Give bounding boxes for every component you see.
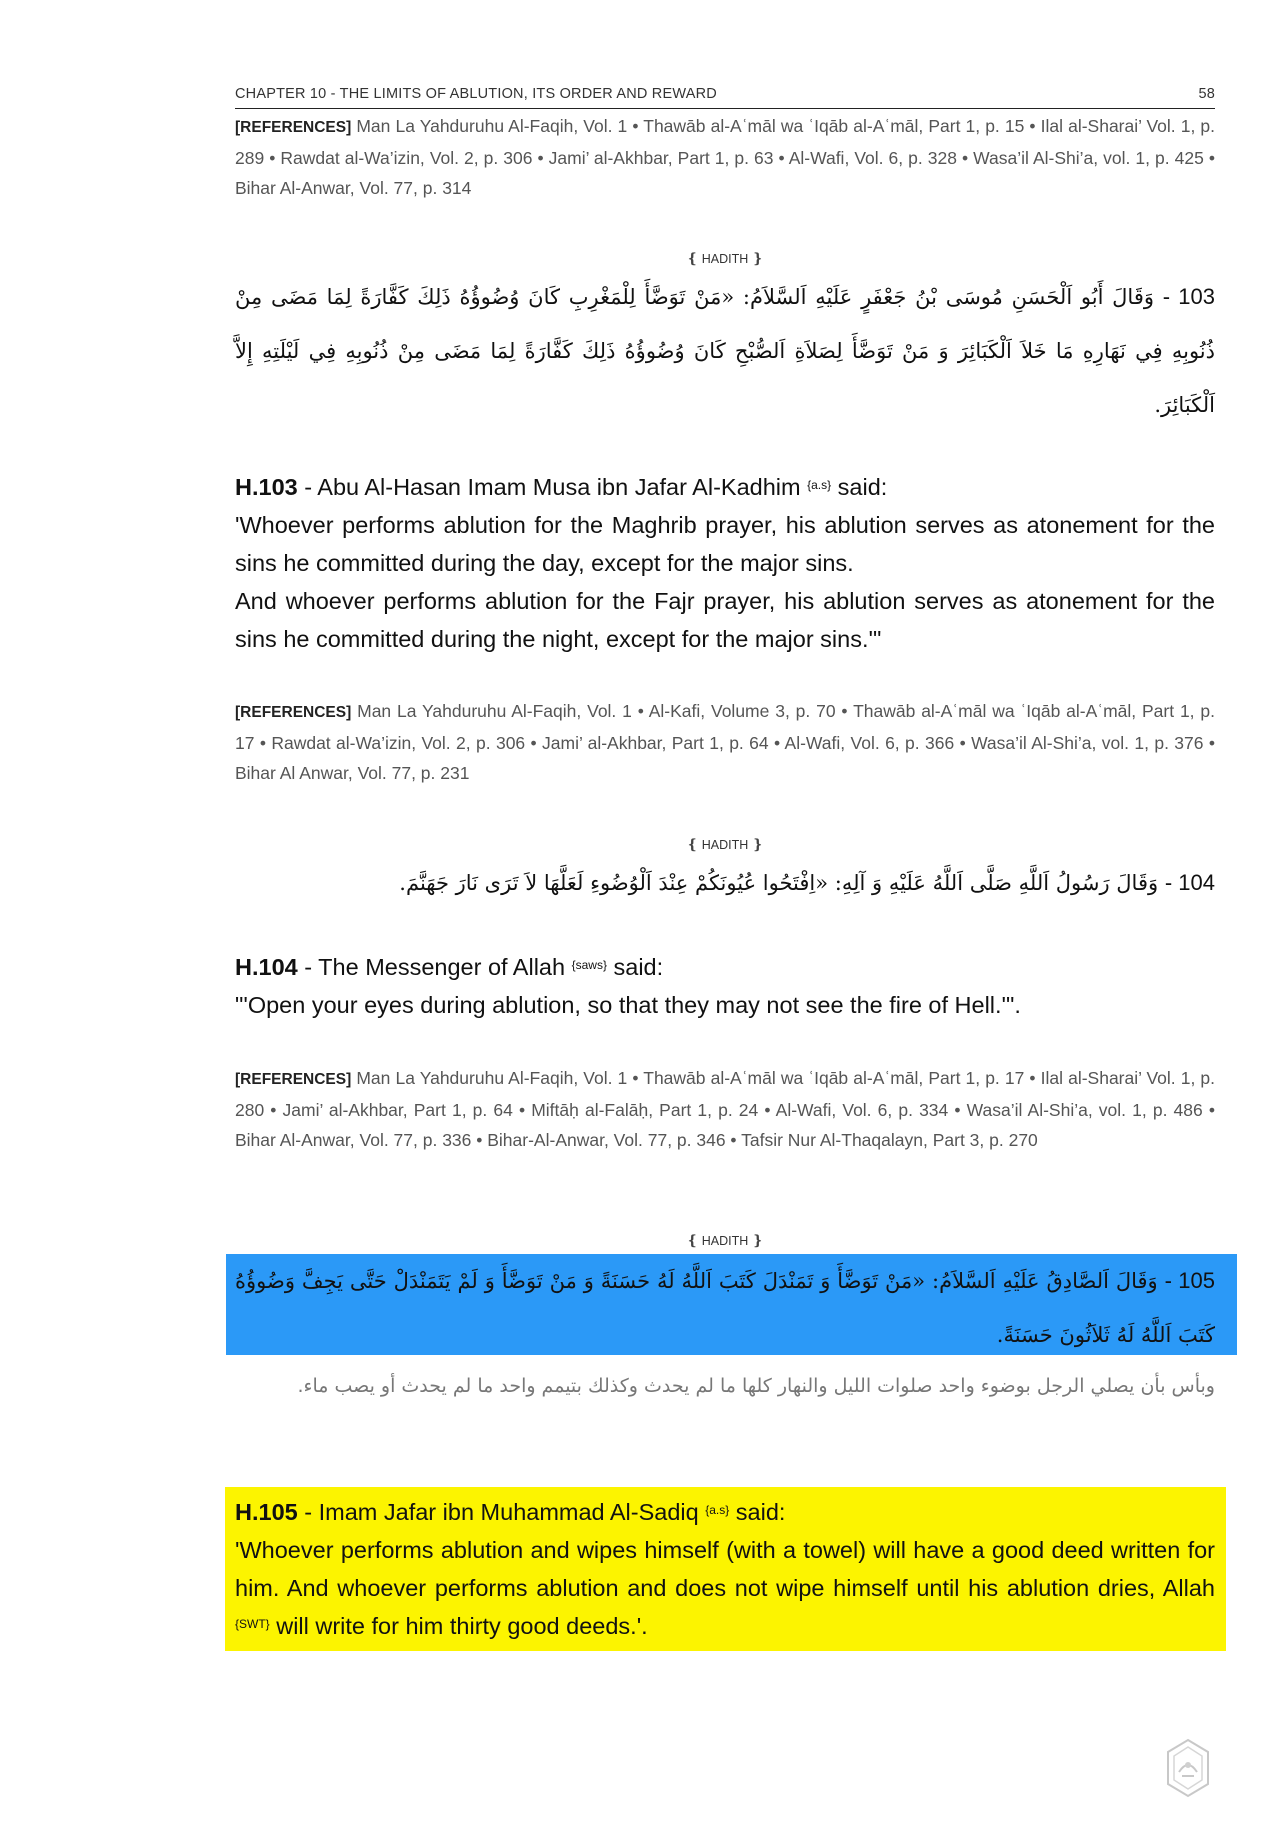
honorific: {a.s}: [807, 478, 832, 492]
ornament-bracket-right-icon: ❵: [751, 836, 764, 852]
references-block-103: [235, 696, 1215, 788]
english-hadith-103: [235, 468, 1215, 658]
hadith-marker-label: HADITH: [701, 1234, 749, 1248]
arabic-text: وَقَالَ اَلصَّادِقُ عَلَيْهِ اَلسَّلاَمُ: «مَنْ تَوَضَّأَ وَ تَمَنْدَلَ كَتَبَ اَللَّهُ لَهُ حَسَنَةً وَ مَنْ تَوَضَّأَ وَ لَمْ يَتَمَنْدَلْ حَتَّى يَجِفَّ وَضُوؤُهُ كَتَبَ اَللَّهُ لَهُ ثَلاَثُونَ حَسَنَةً.: [235, 1269, 1215, 1347]
references-block-104: [235, 1063, 1215, 1155]
running-header: [235, 86, 1215, 109]
ornament-bracket-right-icon: ❵: [751, 250, 764, 266]
translation-line: 'Whoever performs ablution for the Maghrib prayer, his ablution serves as atonement for the sins he committed during the day, except for the major sins.: [235, 512, 1215, 576]
hadith-marker-105: [235, 1232, 1215, 1249]
hadith-marker-104: [235, 836, 1215, 853]
references-text: Man La Yahduruhu Al-Faqih, Vol. 1 • Thawāb al-Aʿmāl wa ʿIqāb al-Aʿmāl, Part 1, p. 15 • Ilal al-Sharai’ Vol. 1, p. 289 • Rawdat al-Wa’izin, Vol. 2, p. 306 • Jami’ al-Akhbar, Part 1, p. 63 • Al-Wafi, Vol. 6, p. 328 • Wasa’il Al-Shi’a, vol. 1, p. 425 • Bihar Al-Anwar, Vol. 77, p. 314: [235, 116, 1215, 198]
chapter-title: CHAPTER 10 - THE LIMITS OF ABLUTION, ITS ORDER AND REWARD: [235, 86, 717, 102]
honorific: {a.s}: [705, 1503, 730, 1517]
hadith-heading: [235, 468, 1215, 506]
english-hadith-105: [235, 1493, 1215, 1645]
references-block-top: [235, 111, 1215, 203]
references-tag: [REFERENCES]: [235, 1071, 352, 1088]
references-tag: [REFERENCES]: [235, 119, 352, 136]
said-text: said:: [606, 954, 664, 980]
english-hadith-104: [235, 948, 1215, 1024]
hadith-marker-label: HADITH: [701, 252, 749, 266]
hadith-label: H.105: [235, 1499, 298, 1525]
translation-line: And whoever performs ablution for the Fajr prayer, his ablution serves as atonement for the sins he committed during the night, except for the major sins.'": [235, 588, 1215, 652]
hadith-number: 103 -: [1162, 284, 1215, 309]
ornament-bracket-left-icon: ❴: [686, 836, 699, 852]
translation-text: will write for him thirty good deeds.'.: [269, 1613, 648, 1639]
hadith-number: 105 -: [1164, 1268, 1215, 1293]
ornament-bracket-left-icon: ❴: [686, 250, 699, 266]
hadith-heading: [235, 948, 1215, 986]
hadith-marker-label: HADITH: [701, 838, 749, 852]
references-text: Man La Yahduruhu Al-Faqih, Vol. 1 • Al-Kafi, Volume 3, p. 70 • Thawāb al-Aʿmāl wa ʿIqāb al-Aʿmāl, Part 1, p. 17 • Rawdat al-Wa’izin, Vol. 2, p. 306 • Jami’ al-Akhbar, Part 1, p. 64 • Al-Wafi, Vol. 6, p. 366 • Wasa’il Al-Shi’a, vol. 1, p. 376 • Bihar Al Anwar, Vol. 77, p. 231: [235, 701, 1215, 783]
said-text: said:: [831, 474, 888, 500]
translation-paragraph: [235, 1531, 1215, 1645]
ornament-bracket-left-icon: ❴: [686, 1232, 699, 1248]
page-number: 58: [1198, 86, 1215, 102]
arabic-hadith-105: [235, 1254, 1215, 1362]
narrator: - The Messenger of Allah: [297, 954, 572, 980]
narrator: - Imam Jafar ibn Muhammad Al-Sadiq: [297, 1499, 706, 1525]
arabic-text: وَقَالَ رَسُولُ اَللَّهِ صَلَّى اَللَّهُ عَلَيْهِ وَ آلِهِ: «اِفْتَحُوا عُيُونَكُمْ عِنْدَ اَلْوُضُوءِ لَعَلَّهَا لاَ تَرَى نَارَ جَهَنَّمَ.: [399, 871, 1159, 895]
hadith-label: H.103: [235, 474, 298, 500]
translation-text: 'Whoever performs ablution and wipes himself (with a towel) will have a good deed written for him. And whoever performs ablution and does not wipe himself until his ablution dries, Allah: [235, 1537, 1215, 1601]
said-text: said:: [729, 1499, 786, 1525]
hadith-label: H.104: [235, 954, 298, 980]
references-tag: [REFERENCES]: [235, 704, 352, 721]
arabic-hadith-103: [235, 270, 1215, 432]
arabic-text: وَقَالَ أَبُو اَلْحَسَنِ مُوسَى بْنُ جَعْفَرٍ عَلَيْهِ اَلسَّلاَمُ: «مَنْ تَوَضَّأَ لِلْمَغْرِبِ كَانَ وُضُوؤُهُ ذَلِكَ كَفَّارَةً لِمَا مَضَى مِنْ ذُنُوبِهِ فِي نَهَارِهِ مَا خَلاَ اَلْكَبَائِرَ وَ مَنْ تَوَضَّأَ لِصَلاَةِ اَلصُّبْحِ كَانَ وُضُوؤُهُ ذَلِكَ كَفَّارَةً لِمَا مَضَى مِنْ ذُنُوبِهِ فِي لَيْلَتِهِ إِلاَّ اَلْكَبَائِرَ.: [235, 285, 1215, 417]
arabic-note-105: وبأس بأن يصلي الرجل بوضوء واحد صلوات الليل والنهار كلها ما لم يحدث وكذلك بتيمم واحد ما لم يحدث أو يصب ماء.: [297, 1375, 1215, 1397]
honorific: {saws}: [571, 958, 607, 972]
references-text: Man La Yahduruhu Al-Faqih, Vol. 1 • Thawāb al-Aʿmāl wa ʿIqāb al-Aʿmāl, Part 1, p. 17 • Ilal al-Sharai’ Vol. 1, p. 280 • Jami’ al-Akhbar, Part 1, p. 64 • Miftāḥ al-Falāḥ, Part 1, p. 24 • Al-Wafi, Vol. 6, p. 334 • Wasa’il Al-Shi’a, vol. 1, p. 486 • Bihar Al-Anwar, Vol. 77, p. 336 • Bihar-Al-Anwar, Vol. 77, p. 346 • Tafsir Nur Al-Thaqalayn, Part 3, p. 270: [235, 1068, 1215, 1150]
publisher-logo-icon: [1162, 1738, 1214, 1800]
arabic-hadith-104: [235, 856, 1215, 910]
honorific: {SWT}: [235, 1617, 270, 1631]
ornament-bracket-right-icon: ❵: [751, 1232, 764, 1248]
hadith-number: 104 -: [1164, 870, 1215, 895]
hadith-heading: [235, 1493, 1215, 1531]
hadith-marker-103: [235, 250, 1215, 267]
narrator: - Abu Al-Hasan Imam Musa ibn Jafar Al-Kadhim: [297, 474, 808, 500]
translation-line: "'Open your eyes during ablution, so that they may not see the fire of Hell.'".: [235, 992, 1021, 1018]
